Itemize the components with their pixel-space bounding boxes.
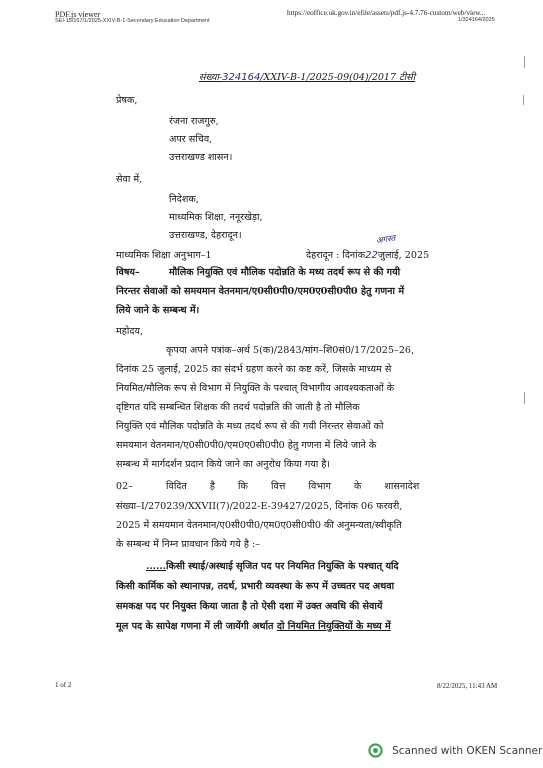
scanner-watermark <box>368 740 542 759</box>
handwritten-date: 22 <box>365 250 378 261</box>
paragraph-line: संख्या–I/270239/XXVII(7)/2022-E-39427/2025, दिनांक 06 फरवरी, <box>116 501 403 512</box>
quote-ellipsis: ...... <box>146 561 167 572</box>
paragraph-number: 02– <box>116 481 134 492</box>
paragraph-line: नियमित/मौलिक रूप से विभाग में नियुक्ति के पश्चात् विभागीय आवश्यकताओं के <box>116 383 395 394</box>
viewer-title: PDF.js viewer <box>55 10 101 19</box>
subject-line: निरन्तर सेवाओं को समयमान वेतनमान/ए0सी0पी0/एम0ए0सी0पी0 हेतु गणना में <box>116 286 405 297</box>
sender-name: रंजना राजगुरु, <box>169 116 219 127</box>
ref-suffix: /XXIV-B-1/2025-09(04)/2017 टीसी <box>260 72 416 83</box>
date-prefix: देहरादून : दिनांक <box>306 250 366 261</box>
letter-reference <box>199 70 415 83</box>
page-counter: 1 of 2 <box>55 681 72 689</box>
sender-post: अपर सचिव, <box>169 134 213 145</box>
underlined-quote-text: दो नियमित नियुक्तियों के मध्य में <box>276 621 391 632</box>
paragraph-line: समयमान वेतनमान/ए0सी0पी0/एम0ए0सी0पी0 हेतु गणना में लिये जाने के <box>116 440 377 451</box>
handwritten-ref-number: 324164 <box>222 72 261 83</box>
paragraph-line: के सम्बन्ध में निम्न प्रावधान किये गये है :– <box>116 539 261 550</box>
paragraph-line: दृष्टिगत यदि सम्बन्धित शिक्षक की तदर्थ पदोन्नति की जाती है तो मौलिक <box>116 402 360 413</box>
quote-text: मूल पद के सापेक्ष गणना में ली जायेंगी अर्थात <box>116 621 277 632</box>
subject-line: मौलिक नियुक्ति एवं मौलिक पदोन्नति के मध्य तदर्थ रूप से की गयी <box>169 267 401 278</box>
recipient-post: निदेशक, <box>169 194 199 205</box>
scan-edge-mark <box>523 95 524 105</box>
quote-text: किसी स्थाई/अस्थाई सृजित पद पर नियमित नियुक्ति के पश्चात् यदि <box>166 561 399 572</box>
quoted-provision-line: किसी कार्मिक को स्थानापन्न, तदर्थ, प्रभारी व्यवस्था के रूप में उच्चतर पद अथवा <box>116 581 395 592</box>
paragraph-line: विदित है कि वित्त विभाग के शासनादेश <box>166 481 420 492</box>
ref-prefix: संख्या- <box>199 72 223 83</box>
date-suffix: जुलाई, 2025 <box>377 250 430 261</box>
page-url: https://eoffice.uk.gov.in/efile/assets/pdf.js-4.7.76-custom/web/view... <box>287 9 486 17</box>
sender-office: उत्तराखण्ड शासन। <box>169 152 233 163</box>
paragraph-line: नियुक्ति एवं मौलिक पदोन्नति के मध्य तदर्थ रूप से की गयी निरन्तर सेवाओं को <box>116 421 384 432</box>
oken-scanner-logo-icon <box>368 743 383 758</box>
from-label: प्रेषक, <box>116 95 138 106</box>
recipient-office: माध्यमिक शिक्षा, ननूरखेड़ा, <box>169 212 263 223</box>
paragraph-line: कृपया अपने पत्रांक–अर्थ 5(क)/2843/मांग–शि0सं0/17/2025–26, <box>166 345 415 356</box>
subject-line: लिये जाने के सम्बन्ध में। <box>116 305 200 316</box>
paragraph-line: 2025 में समयमान वेतनमान/ए0सी0पी0/एम0ए0सी0पी0 की अनुमन्यता/स्वीकृति <box>116 520 402 531</box>
scan-edge-mark <box>524 56 525 68</box>
subject-label: विषय– <box>116 267 140 278</box>
quoted-provision-line <box>116 622 391 632</box>
quoted-provision-line: समकक्ष पद पर नियुक्त किया जाता है तो ऐसी दशा में उक्त अवधि की सेवायें <box>116 601 383 612</box>
section-name: माध्यमिक शिक्षा अनुभाग–1 <box>116 250 212 261</box>
handwritten-month-correction: अगस्त <box>375 233 397 247</box>
recipient-place: उत्तराखण्ड, देहरादून। <box>169 230 242 241</box>
paragraph-line: दिनांक 25 जुलाई, 2025 का संदर्भ ग्रहण करने का कष्ट करें, जिसके माध्यम से <box>116 364 392 375</box>
letter-date <box>306 251 429 261</box>
quoted-provision-line <box>146 562 399 572</box>
to-label: सेवा में, <box>116 174 143 185</box>
print-timestamp: 8/22/2025, 11:43 AM <box>437 682 498 690</box>
file-reference: SEI-15/167/1/2025-XXIV-B-1-Secondary Education Department <box>55 18 210 24</box>
document-number: 1/324164/2025 <box>458 17 495 23</box>
scan-edge-mark <box>524 392 525 404</box>
scanner-label: Scanned with OKEN Scanner <box>392 744 543 757</box>
paragraph-line: सम्बन्ध में मार्गदर्शन प्रदान किये जाने का अनुरोध किया गया है। <box>116 459 331 470</box>
salutation: महोदय, <box>116 326 144 337</box>
